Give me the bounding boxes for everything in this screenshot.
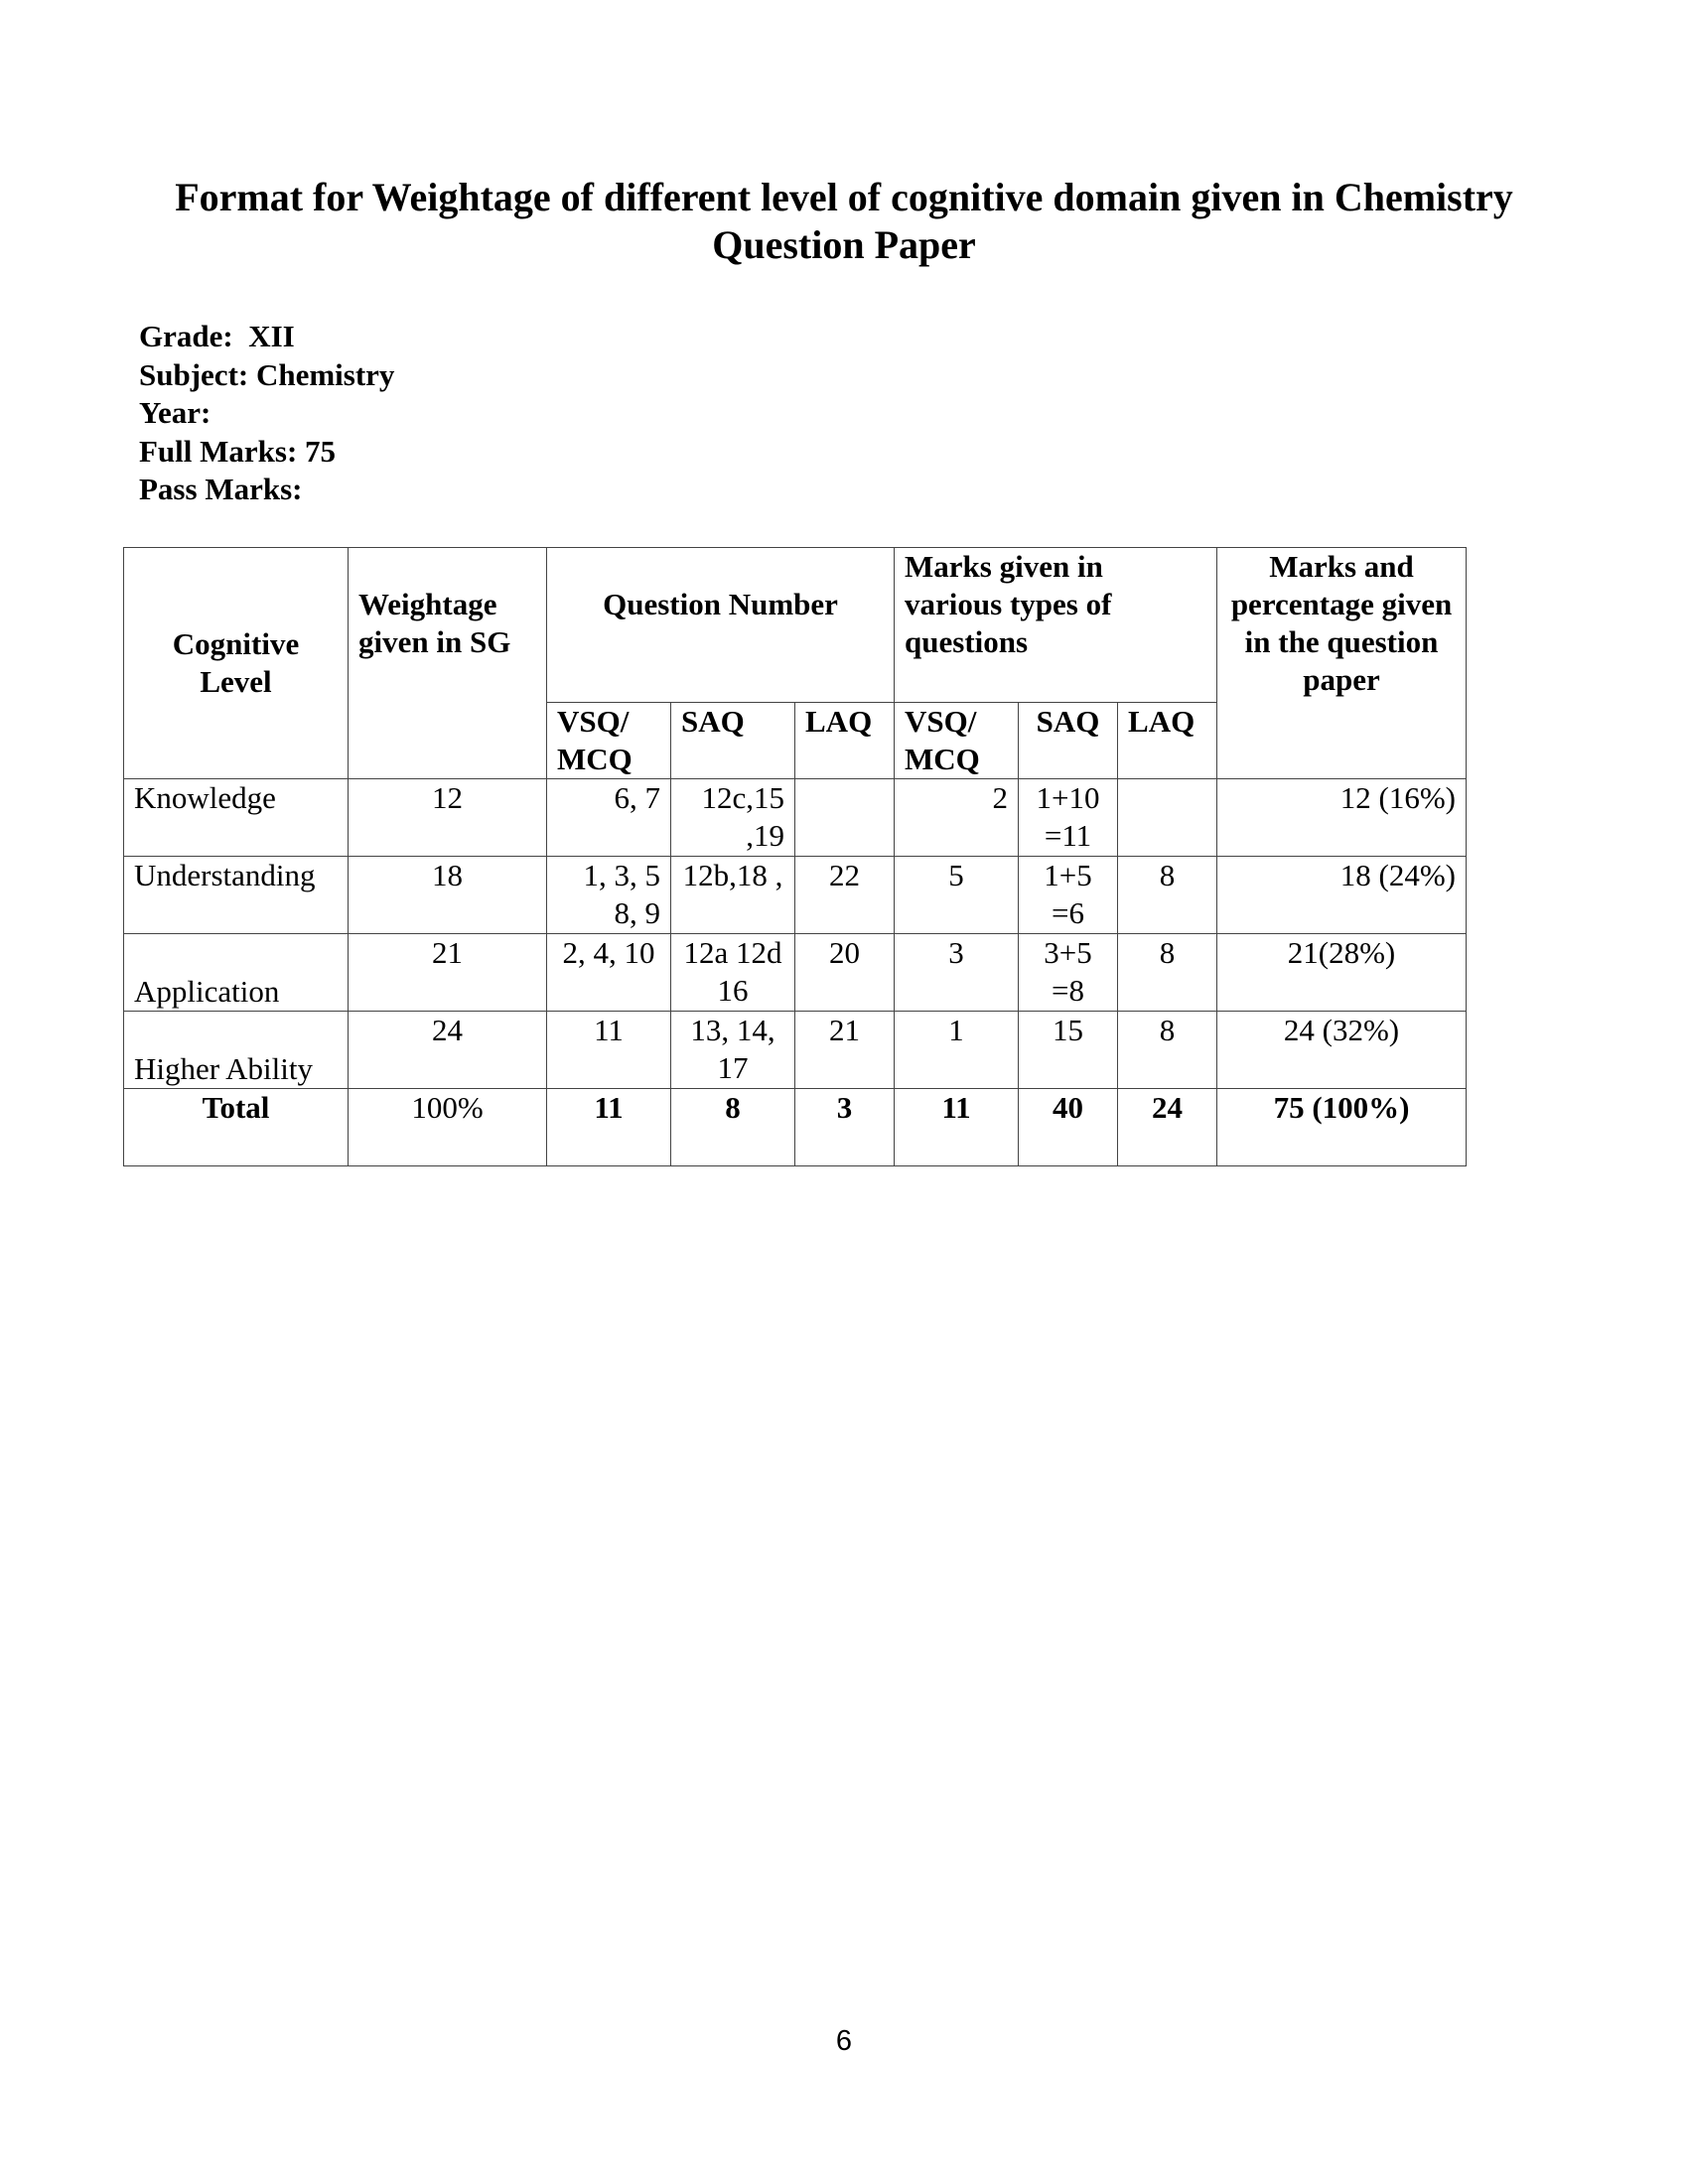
cell-level: Knowledge <box>124 779 349 857</box>
header-row <box>124 548 1467 703</box>
cell-weightage: 24 <box>349 1012 547 1089</box>
total-marks-percentage: 75 (100%) <box>1217 1089 1467 1166</box>
cell-mk-saq: 1+10 =11 <box>1019 779 1118 857</box>
cell-qn-vsq: 6, 7 <box>547 779 671 857</box>
cell-qn-saq: 12c,15 ,19 <box>671 779 795 857</box>
cell-qn-vsq: 2, 4, 10 <box>547 934 671 1012</box>
cell-qn-laq: 22 <box>795 857 895 934</box>
header-marks-percentage: Marks and percentage given in the question paper <box>1217 548 1467 779</box>
cell-mk-vsq: 1 <box>895 1012 1019 1089</box>
cell-level: Higher Ability <box>124 1012 349 1089</box>
subheader-mk-vsq: VSQ/ MCQ <box>895 703 1019 779</box>
page-number: 6 <box>835 2025 853 2057</box>
table-row <box>124 857 1467 934</box>
full-marks-label: Full Marks: 75 <box>139 433 337 469</box>
cell-mk-saq: 3+5 =8 <box>1019 934 1118 1012</box>
title-line-1: Format for Weightage of different level of cognitive domain given in Chemistry <box>175 175 1513 219</box>
title-line-2: Question Paper <box>712 222 976 267</box>
cell-total: 12 (16%) <box>1217 779 1467 857</box>
subheader-mk-laq: LAQ <box>1118 703 1217 779</box>
subheader-qn-saq: SAQ <box>671 703 795 779</box>
cell-mk-vsq: 3 <box>895 934 1019 1012</box>
subheader-qn-laq: LAQ <box>795 703 895 779</box>
total-weightage: 100% <box>349 1089 547 1166</box>
cell-qn-saq: 12b,18 , <box>671 857 795 934</box>
cell-weightage: 21 <box>349 934 547 1012</box>
total-qn-saq: 8 <box>671 1089 795 1166</box>
pass-marks-label: Pass Marks: <box>139 472 303 506</box>
total-label: Total <box>124 1089 349 1166</box>
cell-qn-vsq: 11 <box>547 1012 671 1089</box>
cell-mk-laq: 8 <box>1118 934 1217 1012</box>
cell-weightage: 18 <box>349 857 547 934</box>
cell-mk-vsq: 5 <box>895 857 1019 934</box>
total-qn-laq: 3 <box>795 1089 895 1166</box>
total-qn-vsq: 11 <box>547 1089 671 1166</box>
cell-qn-saq: 13, 14, 17 <box>671 1012 795 1089</box>
grade-label: Grade: XII <box>139 319 295 353</box>
cell-qn-saq: 12a 12d 16 <box>671 934 795 1012</box>
cell-weightage: 12 <box>349 779 547 857</box>
total-mk-laq: 24 <box>1118 1089 1217 1166</box>
subheader-mk-saq: SAQ <box>1019 703 1118 779</box>
exam-meta <box>139 318 394 509</box>
cell-level: Application <box>124 934 349 1012</box>
cell-mk-saq: 15 <box>1019 1012 1118 1089</box>
cell-total: 21(28%) <box>1217 934 1467 1012</box>
total-mk-saq: 40 <box>1019 1089 1118 1166</box>
header-question-number: Question Number <box>547 548 895 703</box>
total-row <box>124 1089 1467 1166</box>
cell-qn-laq <box>795 779 895 857</box>
year-label: Year: <box>139 395 211 430</box>
cell-total: 18 (24%) <box>1217 857 1467 934</box>
cell-qn-laq: 20 <box>795 934 895 1012</box>
header-weightage: Weightage given in SG <box>349 548 547 779</box>
cell-mk-laq: 8 <box>1118 857 1217 934</box>
subject-label: Subject: Chemistry <box>139 356 395 392</box>
cell-qn-laq: 21 <box>795 1012 895 1089</box>
cell-mk-saq: 1+5 =6 <box>1019 857 1118 934</box>
weightage-table <box>123 547 1467 1166</box>
cell-mk-laq <box>1118 779 1217 857</box>
cell-total: 24 (32%) <box>1217 1012 1467 1089</box>
document-title <box>119 174 1569 269</box>
total-mk-vsq: 11 <box>895 1089 1019 1166</box>
cell-mk-vsq: 2 <box>895 779 1019 857</box>
table-row <box>124 934 1467 1012</box>
cell-mk-laq: 8 <box>1118 1012 1217 1089</box>
table-row <box>124 1012 1467 1089</box>
cell-level: Understanding <box>124 857 349 934</box>
table-row <box>124 779 1467 857</box>
cell-qn-vsq: 1, 3, 5 8, 9 <box>547 857 671 934</box>
header-cognitive-level: Cognitive Level <box>124 548 349 779</box>
header-marks-given: Marks given in various types of questions <box>895 548 1217 703</box>
subheader-qn-vsq: VSQ/ MCQ <box>547 703 671 779</box>
